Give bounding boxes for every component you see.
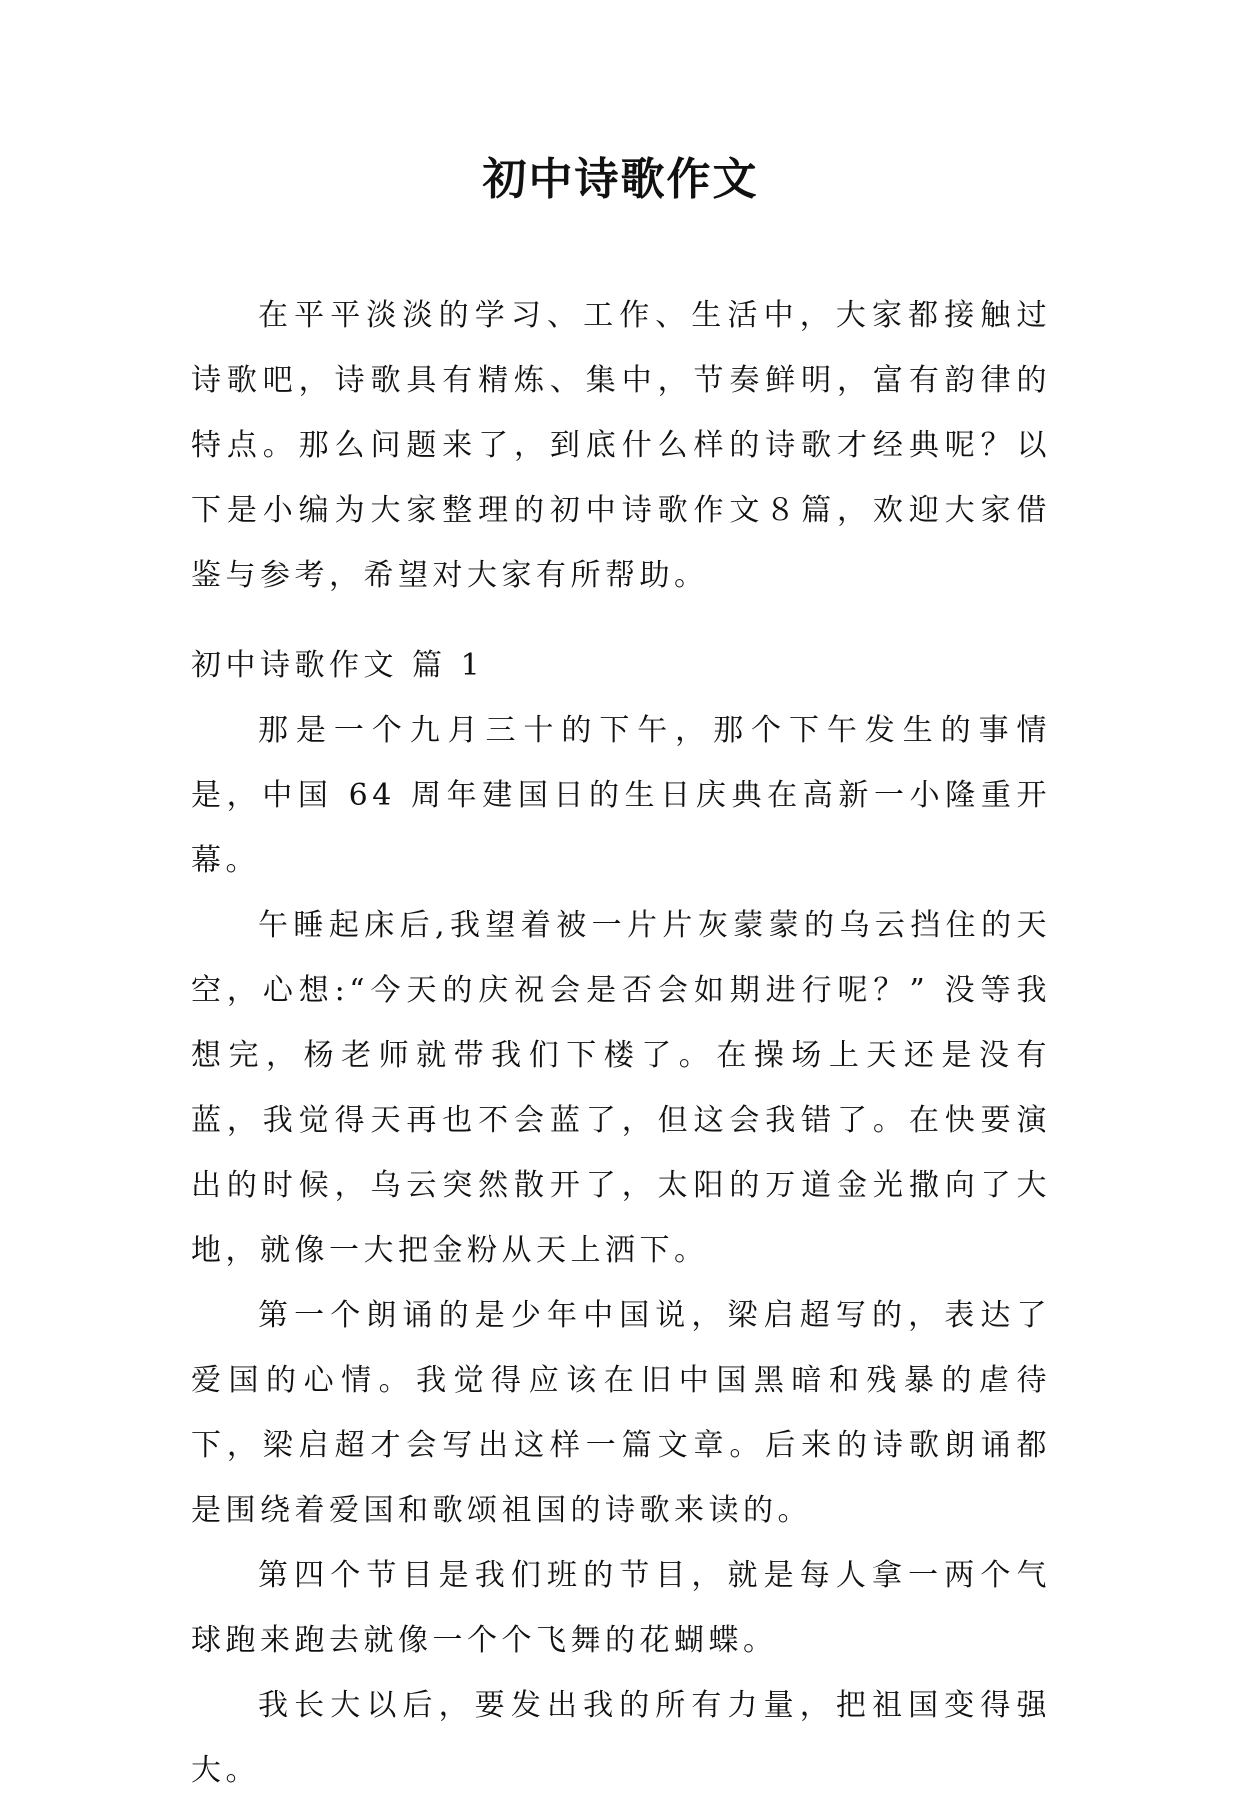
body-paragraph: 那是一个九月三十的下午，那个下午发生的事情是，中国 64 周年建国日的生日庆典在高新一小隆重开幕。 bbox=[191, 713, 1051, 878]
section-content bbox=[191, 698, 1051, 1803]
body-paragraph: 我长大以后，要发出我的所有力量，把祖国变得强大。 bbox=[191, 1688, 1051, 1788]
body-paragraph: 第四个节目是我们班的节目，就是每人拿一两个气球跑来跑去就像一个个飞舞的花蝴蝶。 bbox=[191, 1558, 1051, 1658]
section-heading: 初中诗歌作文 篇 1 bbox=[191, 648, 485, 683]
body-paragraph: 第一个朗诵的是少年中国说，梁启超写的，表达了爱国的心情。我觉得应该在旧中国黑暗和残暴的虐待下，梁启超才会写出这样一篇文章。后来的诗歌朗诵都是围绕着爱国和歌颂祖国的诗歌来读的。 bbox=[191, 1298, 1051, 1528]
intro-paragraph: 在平平淡淡的学习、工作、生活中，大家都接触过诗歌吧，诗歌具有精炼、集中，节奏鲜明，富有韵律的特点。那么问题来了，到底什么样的诗歌才经典呢？以下是小编为大家整理的初中诗歌作文８篇，欢迎大家借鉴与参考，希望对大家有所帮助。 bbox=[191, 298, 1051, 593]
body-paragraph: 午睡起床后,我望着被一片片灰蒙蒙的乌云挡住的天空，心想:“今天的庆祝会是否会如期进行呢？” 没等我想完，杨老师就带我们下楼了。在操场上天还是没有蓝，我觉得天再也不会蓝了，但这会我错了。在快要演出的时候，乌云突然散开了，太阳的万道金光撒向了大地，就像一大把金粉从天上洒下。 bbox=[191, 908, 1051, 1268]
document-title: 初中诗歌作文 bbox=[482, 154, 759, 205]
